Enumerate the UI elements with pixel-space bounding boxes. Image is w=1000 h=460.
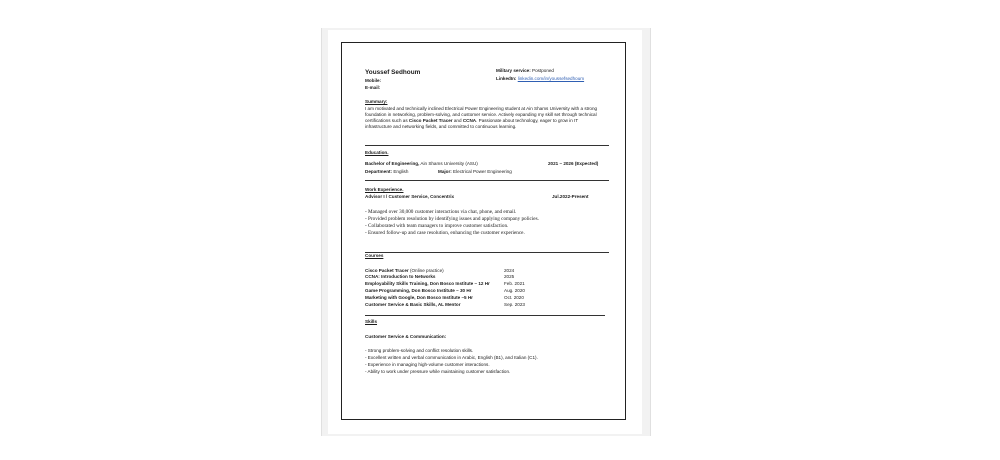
experience-bullet: - Managed over 30,000 customer interactions via chat, phone, and email. (365, 209, 517, 215)
skill-bullet: - Strong problem-solving and conflict resolution skills. (365, 348, 474, 353)
course-date: Oct. 2020 (504, 295, 524, 300)
skill-bullet: - Ability to work under pressure while maintaining customer satisfaction. (365, 369, 511, 374)
military-value: Postponed (532, 68, 554, 73)
education-degree (365, 161, 478, 166)
courses-heading: Courses (365, 253, 384, 258)
mobile-label: Mobile: (365, 78, 382, 83)
course-suffix: (Online practice) (408, 268, 444, 273)
email-label: E-mail: (365, 85, 381, 90)
course-item: Marketing with Google, Don Bosco Institute –5 Hr (365, 295, 473, 300)
course-date: 2024 (504, 268, 515, 273)
summary-text (365, 106, 605, 130)
military-label: Military service: (496, 68, 531, 73)
resume-page (328, 30, 642, 434)
experience-bullet: - Provided problem resolution by identifying issues and applying company policies. (365, 216, 539, 222)
summary-bold: Cisco Packet Tracer (408, 118, 453, 123)
department-label: Department: (365, 169, 393, 174)
linkedin-label: LinkedIn: (496, 76, 517, 81)
section-divider (365, 145, 609, 146)
summary-part: I am motivated and technically inclined Electrical Power Engineering student at Ain Shams University with a strong foundation in networking, problem-solving, and customer service. Actively expanding my skill set through technical certifications such as (365, 106, 598, 123)
linkedin (496, 76, 584, 81)
education-department (365, 169, 408, 174)
summary-part: . Passionate about technology, eager to grow in IT infrastructure and networking fields, and committed to continuous learning. (365, 118, 579, 129)
military-service (496, 68, 554, 73)
skills-subheading: Customer Service & Communication: (365, 334, 447, 339)
experience-bullet: - Ensured follow-up and case resolution, enhancing the customer experience. (365, 230, 525, 236)
course-date: Feb. 2021 (504, 281, 525, 286)
department-value: English (392, 169, 409, 174)
section-divider (365, 180, 609, 181)
course-date: Sep. 2023 (504, 302, 525, 307)
course-date: Aug. 2020 (504, 288, 525, 293)
skill-bullet: - Excellent written and verbal communication in Arabic, English (B1), and Italian (C1). (365, 355, 538, 360)
experience-role: Advisor I / Customer Service, Concentrix (365, 194, 455, 199)
education-dates: 2021 – 2026 (Expected) (548, 161, 599, 166)
course-item (365, 268, 444, 273)
skills-heading: Skills (365, 319, 378, 324)
skill-bullet: - Experience in managing high-volume customer interactions. (365, 362, 490, 367)
experience-heading: Work Experience. (365, 187, 404, 192)
section-divider (365, 315, 605, 316)
summary-part: and (452, 118, 463, 123)
major-label: Major: (438, 169, 452, 174)
course-date: 2025 (504, 274, 515, 279)
course-item: Employability Skills Training, Don Bosco Institute – 12 Hr (365, 281, 490, 286)
course-item: Game Programming, Don Bosco Institute – 30 Hr (365, 288, 472, 293)
candidate-name: Youssef Sedhoum (365, 69, 421, 76)
section-divider (365, 252, 609, 253)
summary-bold: CCNA (462, 118, 477, 123)
education-heading: Education. (365, 150, 389, 155)
experience-dates: Jul.2022-Present (552, 194, 589, 199)
course-item: CCNA: Introduction to Networks (365, 274, 436, 279)
course-name: Cisco Packet Tracer (365, 268, 409, 273)
university: Ain Shams University (ASU) (419, 161, 478, 166)
experience-bullet: - Collaborated with team managers to improve customer satisfaction. (365, 223, 509, 229)
course-item: Customer Service & Basic Skills, AL Mentor (365, 302, 461, 307)
major-value: Electrical Power Engineering (451, 169, 512, 174)
summary-heading: Summary: (365, 99, 388, 104)
page-border (341, 42, 626, 420)
education-major (438, 169, 512, 174)
degree: Bachelor of Engineering, (365, 161, 420, 166)
linkedin-link[interactable]: linkedin.com/in/youssefsedhoum (517, 76, 585, 81)
